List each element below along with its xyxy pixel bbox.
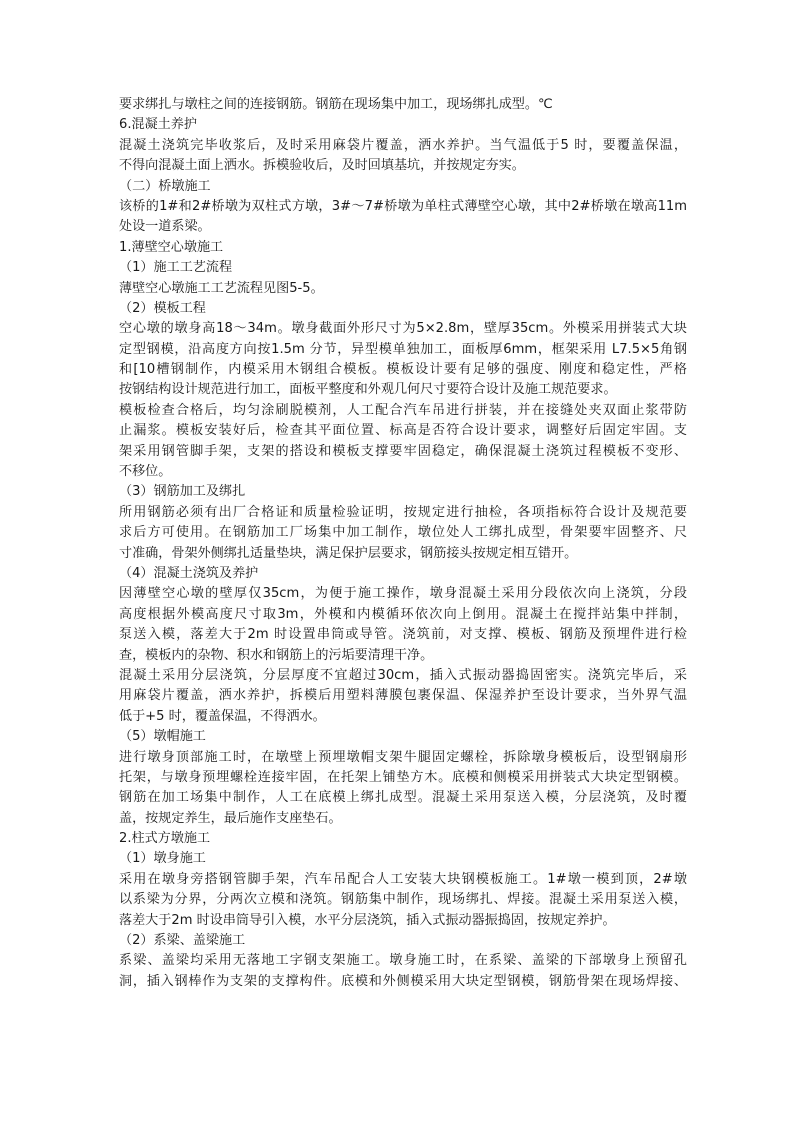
text-line: 落差大于2m 时设串筒导引入模，水平分层浇筑，插入式振动器振捣固，按规定养护。: [119, 912, 616, 928]
text-line: （二）桥墩施工: [119, 178, 211, 194]
text-line: 要求绑扎与墩柱之间的连接钢筋。钢筋在现场集中加工，现场绑扎成型。℃: [119, 97, 553, 112]
text-line: （2）模板工程: [119, 300, 206, 316]
text-line: （2）系梁、盖梁施工: [119, 933, 246, 949]
text-line: 系梁、盖梁均采用无落地工字钢支架施工。墩身施工时，在系梁、盖梁的下部墩身上预留孔: [119, 953, 687, 969]
text-line: 查，模板内的杂物、积水和钢筋上的污垢要清理干净。: [119, 647, 434, 663]
text-line: 薄壁空心墩施工工艺流程见图5-5。: [119, 280, 324, 296]
text-line: 按钢结构设计规范进行加工，面板平整度和外观几何尺寸要符合设计及施工规范要求。: [119, 382, 617, 398]
text-line: 空心墩的墩身高18～34m。墩身截面外形尺寸为5×2.8m，壁厚35cm。外模采用拼装式大块: [119, 321, 687, 337]
text-line: 2.柱式方墩施工: [119, 831, 211, 847]
text-line: 盖，按规定养生，最后施作支座垫石。: [119, 810, 342, 826]
text-line: （4）混凝土浇筑及养护: [119, 565, 259, 581]
text-line: 求后方可使用。在钢筋加工厂场集中加工制作，墩位处人工绑扎成型，骨架要牢固整齐、尺: [119, 525, 687, 541]
text-line: 高度根据外模高度尺寸取3m，外模和内模循环依次向上倒用。混凝土在搅拌站集中拌制，: [119, 606, 687, 622]
text-line: 洞，插入钢棒作为支架的支撑构件。底模和外侧模采用大块定型钢模，钢筋骨架在现场焊接、: [119, 973, 687, 989]
text-line: 和[10槽钢制作，内模采用木钢组合模板。模板设计要有足够的强度、刚度和稳定性，严格: [119, 362, 687, 378]
text-line: 采用在墩身旁搭钢管脚手架，汽车吊配合人工安装大块钢模板施工。1#墩一模到顶，2#墩: [119, 871, 687, 887]
text-line: 寸准确，骨架外侧绑扎适量垫块，满足保护层要求，钢筋接头按规定相互错开。: [119, 545, 578, 561]
text-line: 以系梁为分界，分两次立模和浇筑。钢筋集中制作，现场绑扎、焊接。混凝土采用泵送入模，: [119, 892, 687, 908]
text-line: 不得向混凝土面上洒水。拆模验收后，及时回填基坑，并按规定夯实。: [119, 158, 525, 174]
text-line: 1.薄壁空心墩施工: [119, 239, 224, 255]
text-line: 用麻袋片覆盖，洒水养护，拆模后用塑料薄膜包裹保温、保湿养护至设计要求，当外界气温: [119, 688, 687, 704]
text-line: 所用钢筋必须有出厂合格证和质量检验证明，按规定进行抽检，各项指标符合设计及规范要: [119, 504, 687, 520]
text-line: （5）墩帽施工: [119, 729, 206, 745]
text-line: （3）钢筋加工及绑扎: [119, 484, 246, 500]
text-line: 不移位。: [119, 464, 172, 480]
text-line: 该桥的1#和2#桥墩为双柱式方墩，3#～7#桥墩为单柱式薄壁空心墩，其中2#桥墩在墩高11m: [119, 198, 687, 214]
text-line: 模板检查合格后，均匀涂刷脱模剂，人工配合汽车吊进行拼装，并在接缝处夹双面止浆带防: [119, 402, 687, 418]
text-line: （1）施工工艺流程: [119, 260, 233, 276]
text-line: 托架，与墩身预埋螺栓连接牢固，在托架上铺垫方木。底模和侧模采用拼装式大块定型钢模。: [119, 769, 687, 785]
text-line: （1）墩身施工: [119, 851, 206, 867]
text-line: 架采用钢管脚手架，支架的搭设和模板支撑要牢固稳定，确保混凝土浇筑过程模板不变形、: [119, 443, 687, 459]
text-line: 钢筋在加工场集中制作，人工在底模上绑扎成型。混凝土采用泵送入模，分层浇筑，及时覆: [119, 790, 687, 806]
text-line: 因薄壁空心墩的壁厚仅35cm，为便于施工操作，墩身混凝土采用分段依次向上浇筑，分段: [119, 586, 687, 602]
text-line: 6.混凝土养护: [119, 117, 197, 133]
text-line: 低于+5 时，覆盖保温，不得洒水。: [119, 708, 326, 724]
document-body: [119, 95, 687, 992]
text-line: 处设一道系梁。: [119, 219, 211, 235]
text-line: 进行墩身顶部施工时，在墩壁上预埋墩帽支架牛腿固定螺栓，拆除墩身模板后，设型钢扇形: [119, 749, 687, 765]
text-line: 定型钢模，沿高度方向按1.5m 分节，异型模单独加工，面板厚6mm，框架采用 L7.5×5角钢: [119, 341, 687, 357]
text-line: 泵送入模，落差大于2m 时设置串筒或导管。浇筑前，对支撑、模板、钢筋及预埋件进行检: [119, 627, 687, 643]
text-line: 混凝土浇筑完毕收浆后，及时采用麻袋片覆盖，洒水养护。当气温低于5 时，要覆盖保温，: [119, 137, 687, 153]
text-line: 混凝土采用分层浇筑，分层厚度不宜超过30cm，插入式振动器捣固密实。浇筑完毕后，采: [119, 667, 687, 683]
text-line: 止漏浆。模板安装好后，检查其平面位置、标高是否符合设计要求，调整好后固定牢固。支: [119, 423, 687, 439]
